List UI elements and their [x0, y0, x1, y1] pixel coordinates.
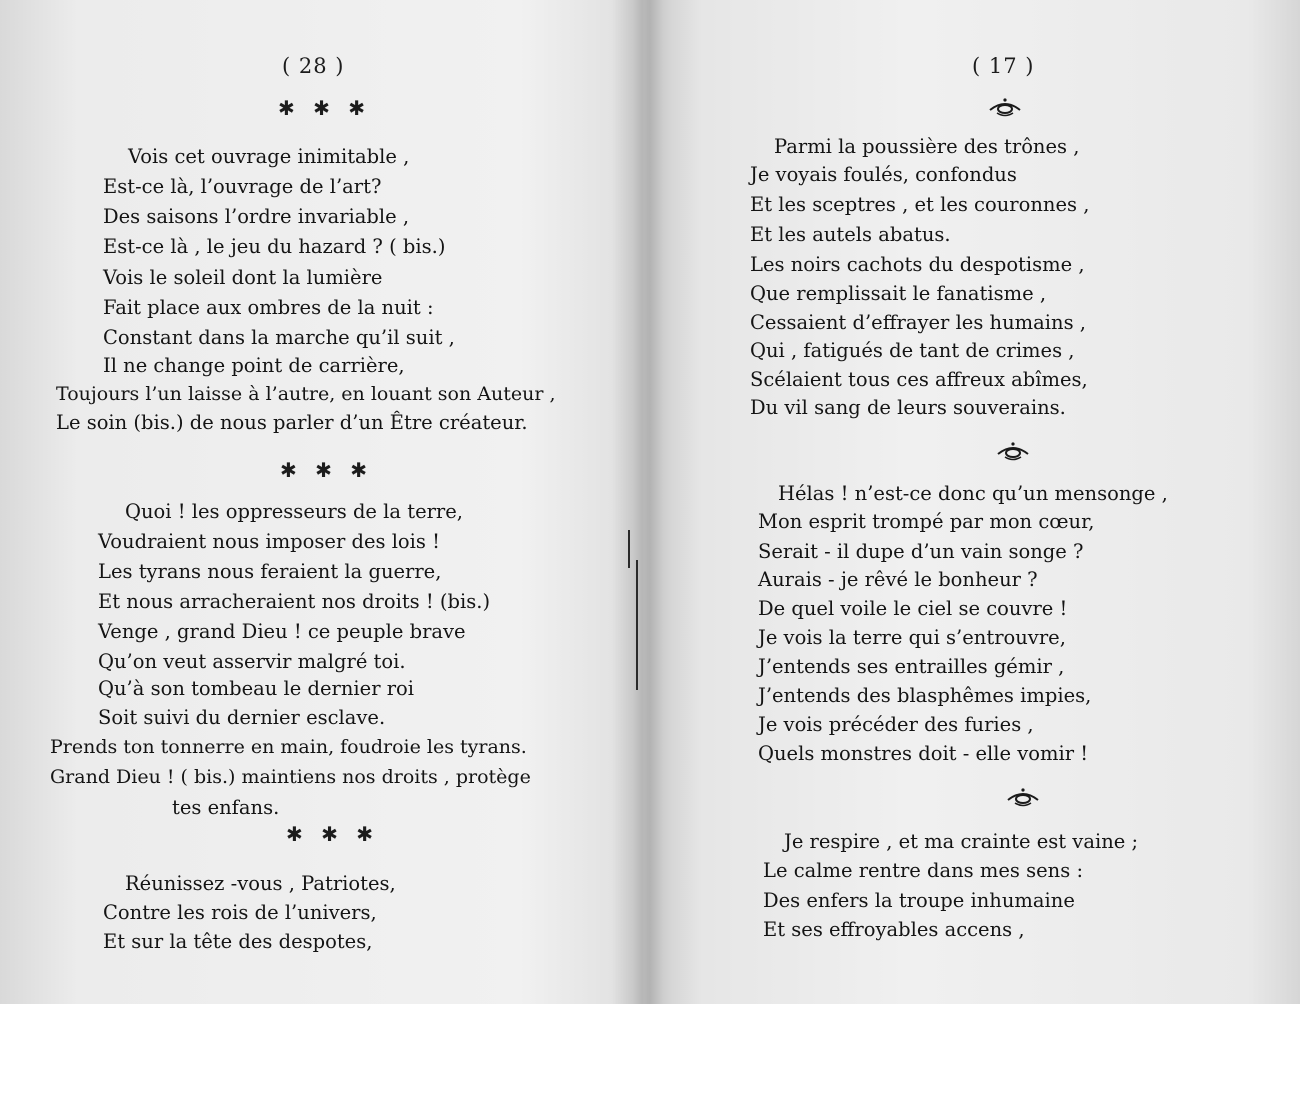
verse-line: Toujours l’un laisse à l’autre, en louant son Auteur ,	[56, 383, 556, 405]
verse-line: Il ne change point de carrière,	[103, 354, 405, 377]
page-number: ( 28 )	[282, 54, 345, 78]
verse-line: Qu’on veut asservir malgré toi.	[98, 650, 406, 673]
fleuron-ornament-icon	[1006, 786, 1040, 808]
fleuron-ornament-icon	[996, 440, 1030, 462]
verse-line: Je respire , et ma crainte est vaine ;	[784, 830, 1139, 853]
verse-line: Aurais - je rêvé le bonheur ?	[758, 568, 1038, 591]
verse-line: Voudraient nous imposer des lois !	[98, 530, 440, 553]
verse-line: Mon esprit trompé par mon cœur,	[758, 510, 1095, 533]
verse-line: Scélaient tous ces affreux abîmes,	[750, 368, 1088, 391]
verse-line: Constant dans la marche qu’il suit ,	[103, 326, 455, 349]
gutter-crease	[636, 560, 638, 690]
fleuron-ornament-icon	[988, 96, 1022, 118]
verse-line: Serait - il dupe d’un vain songe ?	[758, 540, 1084, 563]
stanza-separator: ✱ ✱ ✱	[278, 96, 371, 120]
verse-line: Du vil sang de leurs souverains.	[750, 396, 1066, 419]
verse-line: Des enfers la troupe inhumaine	[763, 889, 1075, 912]
verse-line: Et les sceptres , et les couronnes ,	[750, 193, 1090, 216]
verse-line: Des saisons l’ordre invariable ,	[103, 205, 410, 228]
verse-line: Est-ce là , le jeu du hazard ? ( bis.)	[103, 235, 446, 258]
verse-line: Hélas ! n’est-ce donc qu’un mensonge ,	[778, 482, 1168, 505]
verse-line: Soit suivi du dernier esclave.	[98, 706, 386, 729]
verse-line: Et ses effroyables accens ,	[763, 918, 1025, 941]
verse-line: Vois cet ouvrage inimitable ,	[128, 145, 410, 168]
verse-line: Fait place aux ombres de la nuit :	[103, 296, 434, 319]
image-bottom-margin	[0, 1004, 1300, 1094]
verse-line: Prends ton tonnerre en main, foudroie les tyrans.	[50, 736, 527, 758]
verse-line: Je vois la terre qui s’entrouvre,	[758, 626, 1066, 649]
verse-line: J’entends ses entrailles gémir ,	[758, 655, 1065, 678]
verse-line: Je voyais foulés, confondus	[750, 163, 1017, 186]
verse-line: Les tyrans nous feraient la guerre,	[98, 560, 442, 583]
verse-line: tes enfans.	[172, 796, 280, 819]
verse-line: Les noirs cachots du despotisme ,	[750, 253, 1085, 276]
verse-line: Venge , grand Dieu ! ce peuple brave	[98, 620, 466, 643]
stanza-separator: ✱ ✱ ✱	[280, 458, 373, 482]
gutter-crease	[628, 530, 630, 568]
verse-line: Est-ce là, l’ouvrage de l’art?	[103, 175, 382, 198]
verse-line: Vois le soleil dont la lumière	[103, 266, 383, 289]
verse-line: Quels monstres doit - elle vomir !	[758, 742, 1089, 765]
verse-line: Qui , fatigués de tant de crimes ,	[750, 339, 1075, 362]
page-number: ( 17 )	[972, 54, 1035, 78]
stanza-separator: ✱ ✱ ✱	[286, 822, 379, 846]
verse-line: Contre les rois de l’univers,	[103, 901, 377, 924]
right-page	[660, 0, 1300, 1004]
verse-line: De quel voile le ciel se couvre !	[758, 597, 1068, 620]
verse-line: Le soin (bis.) de nous parler d’un Être créateur.	[56, 411, 528, 434]
verse-line: Et sur la tête des despotes,	[103, 930, 373, 953]
verse-line: Grand Dieu ! ( bis.) maintiens nos droits , protège	[50, 766, 531, 788]
verse-line: Et les autels abatus.	[750, 223, 951, 246]
verse-line: Le calme rentre dans mes sens :	[763, 859, 1084, 882]
verse-line: Cessaient d’effrayer les humains ,	[750, 311, 1086, 334]
verse-line: Je vois précéder des furies ,	[758, 713, 1034, 736]
verse-line: Quoi ! les oppresseurs de la terre,	[125, 500, 463, 523]
verse-line: J’entends des blasphêmes impies,	[758, 684, 1092, 707]
verse-line: Qu’à son tombeau le dernier roi	[98, 677, 415, 700]
verse-line: Réunissez -vous , Patriotes,	[125, 872, 396, 895]
verse-line: Et nous arracheraient nos droits ! (bis.)	[98, 590, 491, 613]
verse-line: Parmi la poussière des trônes ,	[774, 135, 1080, 158]
left-page	[0, 0, 625, 1004]
verse-line: Que remplissait le fanatisme ,	[750, 282, 1047, 305]
